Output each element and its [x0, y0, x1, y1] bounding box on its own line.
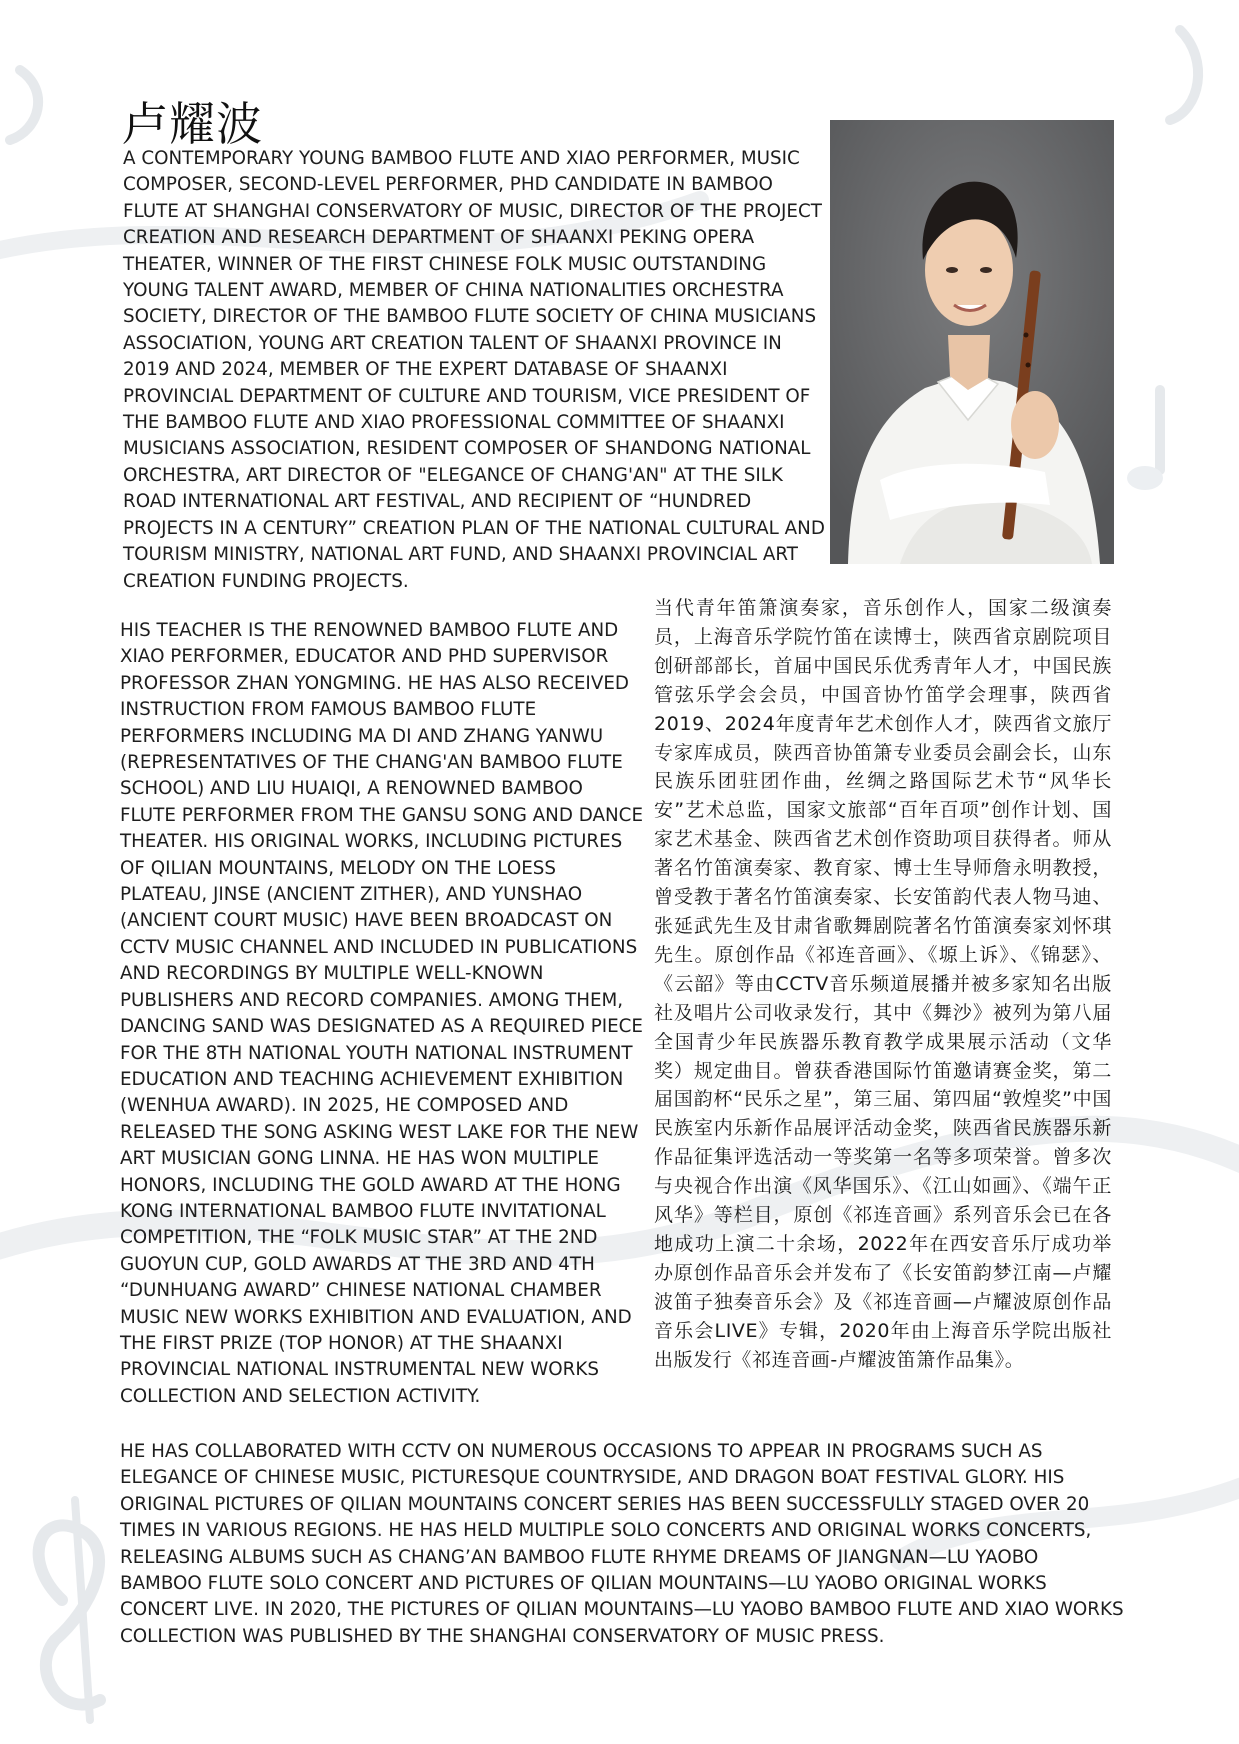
performer-photo	[830, 120, 1114, 564]
english-bio-paragraph-2: HIS TEACHER IS THE RENOWNED BAMBOO FLUTE AND XIAO PERFORMER, EDUCATOR AND PHD SUPERVISOR PROFESSOR ZHAN YONGMING. HE HAS ALSO RECEIVED INSTRUCTION FROM FAMOUS BAMBOO FLUTE PERFORMERS INCLUDING MA DI AND ZHANG YANWU (REPRESENTATIVES OF THE CHANG'AN BAMBOO FLUTE SCHOOL) AND LIU HUAIQI, A RENOWNED BAMBOO FLUTE PERFORMER FROM THE GANSU SONG AND DANCE THEATER. HIS ORIGINAL WORKS, INCLUDING PICTURES OF QILIAN MOUNTAINS, MELODY ON THE LOESS PLATEAU, JINSE (ANCIENT ZITHER), AND YUNSHAO (ANCIENT COURT MUSIC) HAVE BEEN BROADCAST ON CCTV MUSIC CHANNEL AND INCLUDED IN PUBLICATIONS AND RECORDINGS BY MULTIPLE WELL-KNOWN PUBLISHERS AND RECORD COMPANIES. AMONG THEM, DANCING SAND WAS DESIGNATED AS A REQUIRED PIECE FOR THE 8TH NATIONAL YOUTH NATIONAL INSTRUMENT EDUCATION AND TEACHING ACHIEVEMENT EXHIBITION (WENHUA AWARD). IN 2025, HE COMPOSED AND RELEASED THE SONG ASKING WEST LAKE FOR THE NEW ART MUSICIAN GONG LINNA. HE HAS WON MULTIPLE HONORS, INCLUDING THE GOLD AWARD AT THE HONG KONG INTERNATIONAL BAMBOO FLUTE INVITATIONAL COMPETITION, THE “FOLK MUSIC STAR” AT THE 2ND GUOYUN CUP, GOLD AWARDS AT THE 3RD AND 4TH “DUNHUANG AWARD” CHINESE NATIONAL CHAMBER MUSIC NEW WORKS EXHIBITION AND EVALUATION, AND THE FIRST PRIZE (TOP HONOR) AT THE SHAANXI PROVINCIAL NATIONAL INSTRUMENTAL NEW WORKS COLLECTION AND SELECTION ACTIVITY.	[120, 620, 643, 1407]
english-bio-paragraph-3: HE HAS COLLABORATED WITH CCTV ON NUMEROUS OCCASIONS TO APPEAR IN PROGRAMS SUCH AS ELEGANCE OF CHINESE MUSIC, PICTURESQUE COUNTRYSIDE, AND DRAGON BOAT FESTIVAL GLORY. HIS ORIGINAL PICTURES OF QILIAN MOUNTAINS CONCERT SERIES HAS BEEN SUCCESSFULLY STAGED OVER 20 TIMES IN VARIOUS REGIONS. HE HAS HELD MULTIPLE SOLO CONCERTS AND ORIGINAL WORKS CONCERTS, RELEASING ALBUMS SUCH AS CHANG’AN BAMBOO FLUTE RHYME DREAMS OF JIANGNAN—LU YAOBO BAMBOO FLUTE SOLO CONCERT AND PICTURES OF QILIAN MOUNTAINS—LU YAOBO ORIGINAL WORKS CONCERT LIVE. IN 2020, THE PICTURES OF QILIAN MOUNTAINS—LU YAOBO BAMBOO FLUTE AND XIAO WORKS COLLECTION WAS PUBLISHED BY THE SHANGHAI CONSERVATORY OF MUSIC PRESS.	[120, 1441, 1124, 1647]
portrait-with-bamboo-flute-icon	[830, 120, 1114, 564]
performer-name: 卢耀波	[122, 97, 263, 151]
chinese-bio-text: 当代青年笛箫演奏家，音乐创作人，国家二级演奏员，上海音乐学院竹笛在读博士，陕西省京剧院项目创研部部长，首届中国民乐优秀青年人才，中国民族管弦乐学会会员，中国音协竹笛学会理事，陕西省2019、2024年度青年艺术创作人才，陕西省文旅厅专家库成员，陕西音协笛箫专业委员会副会长，山东民族乐团驻团作曲，丝绸之路国际艺术节“风华长安”艺术总监，国家文旅部“百年百项”创作计划、国家艺术基金、陕西省艺术创作资助项目获得者。师从著名竹笛演奏家、教育家、博士生导师詹永明教授，曾受教于著名竹笛演奏家、长安笛韵代表人物马迪、张延武先生及甘肃省歌舞剧院著名竹笛演奏家刘怀琪先生。原创作品《祁连音画》、《塬上诉》、《锦瑟》、《云韶》等由CCTV音乐频道展播并被多家知名出版社及唱片公司收录发行，其中《舞沙》被列为第八届全国青少年民族器乐教育教学成果展示活动（文华奖）规定曲目。曾获香港国际竹笛邀请赛金奖，第二届国韵杯“民乐之星”，第三届、第四届“敦煌奖”中国民族室内乐新作品展评活动金奖，陕西省民族器乐新作品征集评选活动一等奖第一名等多项荣誉。曾多次与央视合作出演《风华国乐》、《江山如画》、《端午正风华》等栏目，原创《祁连音画》系列音乐会已在各地成功上演二十余场，2022年在西安音乐厅成功举办原创作品音乐会并发布了《长安笛韵梦江南—卢耀波笛子独奏音乐会》及《祁连音画—卢耀波原创作品音乐会LIVE》专辑，2020年由上海音乐学院出版社出版发行《祁连音画-卢耀波笛箫作品集》。	[654, 597, 1112, 1371]
english-bio-paragraph-1: A CONTEMPORARY YOUNG BAMBOO FLUTE AND XIAO PERFORMER, MUSIC COMPOSER, SECOND-LEVEL PERFORMER, PHD CANDIDATE IN BAMBOO FLUTE AT SHANGHAI CONSERVATORY OF MUSIC, DIRECTOR OF THE PROJECT CREATION AND RESEARCH DEPARTMENT OF SHAANXI PEKING OPERA THEATER, WINNER OF THE FIRST CHINESE FOLK MUSIC OUTSTANDING YOUNG TALENT AWARD, MEMBER OF CHINA NATIONALITIES ORCHESTRA SOCIETY, DIRECTOR OF THE BAMBOO FLUTE SOCIETY OF CHINA MUSICIANS ASSOCIATION, YOUNG ART CREATION TALENT OF SHAANXI PROVINCE IN 2019 AND 2024, MEMBER OF THE EXPERT DATABASE OF SHAANXI PROVINCIAL DEPARTMENT OF CULTURE AND TOURISM, VICE PRESIDENT OF THE BAMBOO FLUTE AND XIAO PROFESSIONAL COMMITTEE OF SHAANXI MUSICIANS ASSOCIATION, RESIDENT COMPOSER OF SHANDONG NATIONAL ORCHESTRA, ART DIRECTOR OF "ELEGANCE OF CHANG'AN" AT THE SILK ROAD INTERNATIONAL ART FESTIVAL, AND RECIPIENT OF “HUNDRED PROJECTS IN A CENTURY” CREATION PLAN OF THE NATIONAL CULTURAL AND TOURISM MINISTRY, NATIONAL ART FUND, AND SHAANXI PROVINCIAL ART CREATION FUNDING PROJECTS.	[123, 148, 825, 592]
